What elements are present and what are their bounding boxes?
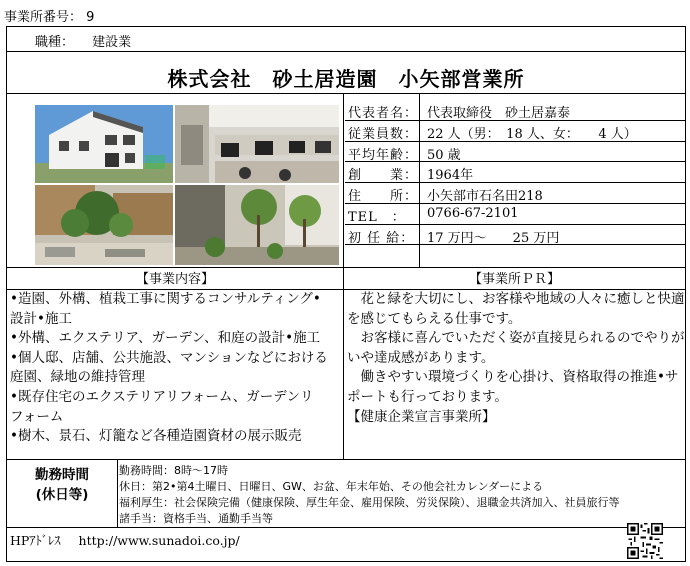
company-card — [6, 26, 686, 562]
work-hours-label — [7, 465, 117, 505]
work-hours-label-line: (休日等) — [35, 487, 89, 503]
info-row-employees — [345, 120, 686, 141]
work-hours-label-line: 勤務時間 — [35, 467, 89, 483]
industry-label: 職種： — [35, 35, 75, 50]
photo-collage — [35, 105, 339, 265]
qr-code-icon[interactable] — [627, 523, 663, 559]
company-info-table — [345, 99, 686, 265]
info-row-founded — [345, 161, 686, 182]
info-row-address — [345, 182, 686, 203]
info-value: 小矢部市石名田218 — [427, 189, 543, 204]
homepage-url[interactable]: http://www.sunadoi.co.jp/ — [78, 533, 240, 548]
hours-divider — [117, 459, 118, 527]
courtyard-photo — [175, 185, 339, 265]
holidays-line: 休日：第2•第4土曜日、日曜日、GW、お盆、年末年始、その他会社カレンダーによる — [119, 480, 544, 493]
info-value: 50 歳 — [427, 147, 461, 163]
business-line: フォーム — [10, 408, 64, 425]
business-line: •外構、エクステリア、ガーデン、和庭の設計•施工 — [10, 330, 321, 347]
pr-heading: 【事業所ＰＲ】 — [468, 272, 560, 287]
info-row-starting-salary — [345, 224, 686, 245]
garden-photo — [35, 185, 173, 265]
pr-paragraph: お客様に喜んでいただく姿が直接見られるのでやりがいや達成感があります。 — [347, 330, 685, 366]
homepage-label: HPｱﾄﾞﾚｽ — [10, 533, 61, 548]
business-line: •造園、外構、植栽工事に関するコンサルティング• — [10, 291, 321, 307]
info-value: 22 人（男： 18 人、女： 4 人） — [427, 126, 637, 142]
office-number — [4, 6, 94, 25]
info-value: 1964年 — [427, 168, 474, 184]
info-value: 代表取締役 砂土居嘉泰 — [427, 106, 571, 121]
business-line: •既存住宅のエクステリアリフォーム、ガーデンリ — [10, 388, 314, 405]
info-key: TEL ： — [348, 209, 406, 225]
info-key: 平均年齢： — [348, 147, 419, 163]
business-content — [10, 290, 342, 447]
business-heading: 【事業内容】 — [135, 272, 214, 287]
business-line: 設計•施工 — [10, 310, 72, 327]
info-key: 初 任 給： — [348, 230, 415, 246]
info-key: 住 所： — [348, 189, 419, 204]
info-key: 従業員数： — [348, 126, 419, 142]
office-number-label: 事業所番号： — [4, 10, 83, 25]
business-line: 庭園、緑地の維持管理 — [10, 369, 145, 386]
divider — [7, 51, 685, 52]
pr-paragraph: 働きやすい環境づくりを心掛け、資格取得の推進•サポートも行っております。 — [347, 369, 679, 405]
divider — [7, 93, 685, 94]
info-row-tel — [345, 203, 686, 224]
business-line: •個人邸、店舗、公共施設、マンションなどにおける — [10, 349, 328, 366]
info-value: 17 万円～ 25 万円 — [427, 230, 560, 246]
divider — [7, 527, 685, 528]
allowances-line: 諸手当：資格手当、通勤手当等 — [119, 512, 273, 525]
office-number-value: 9 — [86, 10, 95, 25]
pr-paragraph: 花と緑を大切にし、お客様や地域の人々に癒しと快適を感じてもらえる仕事です。 — [347, 291, 685, 327]
office-interior-photo — [175, 105, 339, 183]
pr-content — [347, 290, 685, 427]
benefits-line: 福利厚生：社会保険完備（健康保険、厚生年金、雇用保険、労災保険）、退職金共済加入、社員旅行等 — [119, 496, 620, 509]
industry — [35, 31, 131, 50]
work-hours-details — [119, 463, 685, 527]
homepage — [10, 531, 240, 549]
info-key: 創 業： — [348, 168, 419, 184]
industry-value: 建設業 — [92, 35, 132, 50]
certification-label: 【健康企業宣言事業所】 — [347, 408, 496, 425]
info-key: 代表者名： — [348, 106, 419, 121]
work-hours-line: 勤務時間：8時～17時 — [119, 464, 228, 477]
business-line: •樹木、景石、灯籠など各種造園資材の展示販売 — [10, 428, 302, 445]
info-row-representative — [345, 99, 686, 120]
info-row-average-age — [345, 141, 686, 162]
divider — [7, 459, 685, 460]
info-value: 0766-67-2101 — [427, 205, 519, 221]
building-exterior-photo — [35, 105, 173, 183]
company-name: 株式会社 砂土居造園 小矢部営業所 — [167, 67, 525, 91]
